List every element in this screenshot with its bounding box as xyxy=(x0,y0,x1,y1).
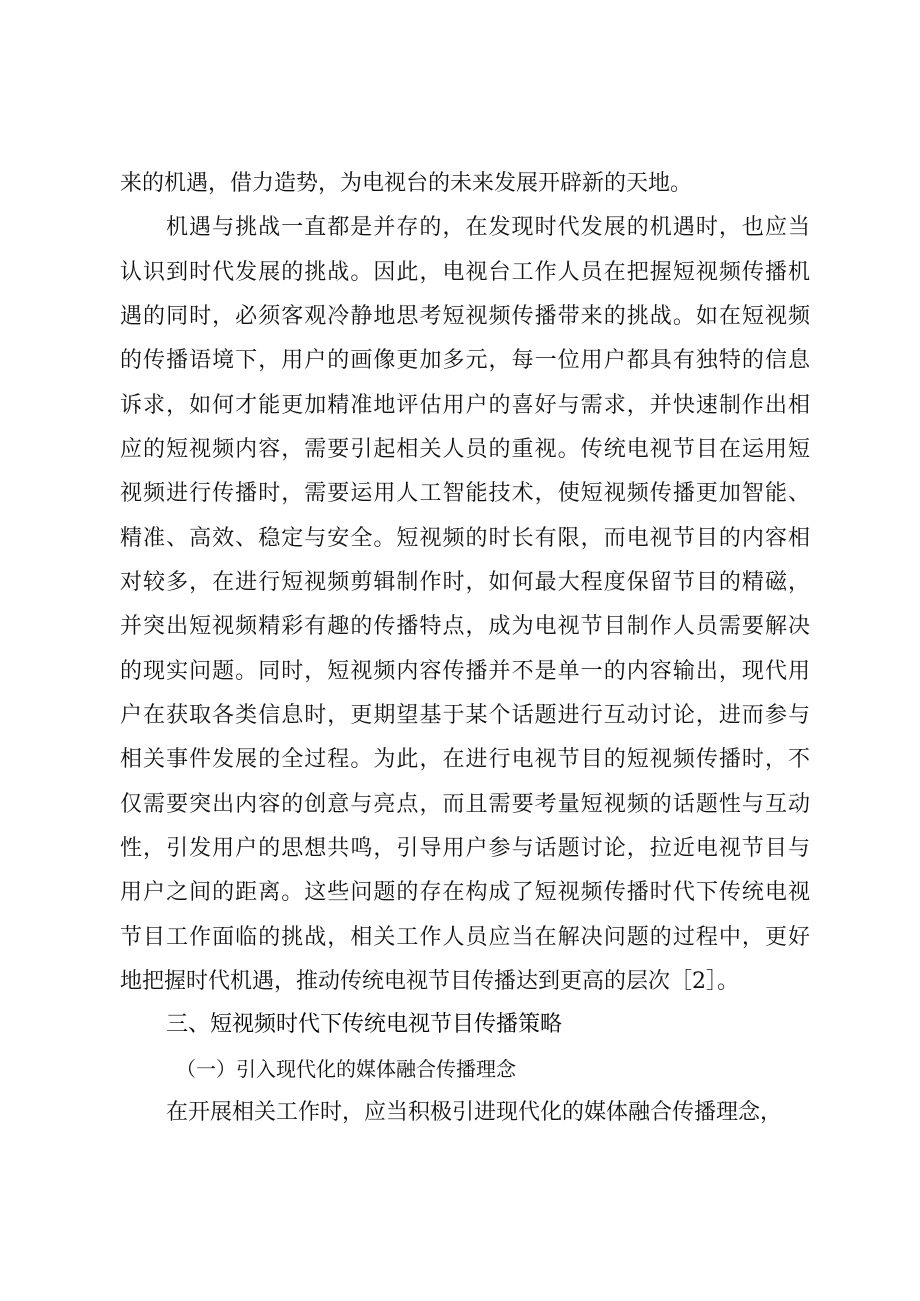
paragraph-line: 来的机遇，借力造势，为电视台的未来发展开辟新的天地。 xyxy=(120,171,693,196)
paragraph-line: 认识到时代发展的挑战。因此，电视台工作人员在把握短视频传播机 xyxy=(120,260,810,285)
paragraph-line: 仅需要突出内容的创意与亮点，而且需要考量短视频的话题性与互动 xyxy=(120,792,810,817)
paragraph-line: 性，引发用户的思想共鸣，引导用户参与话题讨论，拉近电视节目与 xyxy=(120,836,810,861)
paragraph-line: 户在获取各类信息时，更期望基于某个话题进行互动讨论，进而参与 xyxy=(120,703,810,728)
paragraph-line: 遇的同时，必须客观冷静地思考短视频传播带来的挑战。如在短视频 xyxy=(120,304,810,329)
paragraph-line: 节目工作面临的挑战，相关工作人员应当在解决问题的过程中，更好 xyxy=(120,925,810,950)
paragraph-line: 相关事件发展的全过程。为此，在进行电视节目的短视频传播时，不 xyxy=(120,747,810,772)
paragraph-line: 的现实问题。同时，短视频内容传播并不是单一的内容输出，现代用 xyxy=(120,659,810,684)
paragraph-line: 的传播语境下，用户的画像更加多元，每一位用户都具有独特的信息 xyxy=(120,348,810,373)
paragraph-line: 用户之间的距离。这些问题的存在构成了短视频传播时代下传统电视 xyxy=(120,880,810,905)
paragraph-line: 应的短视频内容，需要引起相关人员的重视。传统电视节目在运用短 xyxy=(120,437,810,462)
subsection-heading: （一）引入现代化的媒体融合传播理念 xyxy=(176,1057,516,1081)
paragraph-line: 在开展相关工作时，应当积极引进现代化的媒体融合传播理念， xyxy=(166,1100,783,1125)
paragraph-line: 视频进行传播时，需要运用人工智能技术，使短视频传播更加智能、 xyxy=(120,481,810,506)
section-heading: 三、短视频时代下传统电视节目传播策略 xyxy=(166,1012,563,1037)
paragraph-line: 机遇与挑战一直都是并存的，在发现时代发展的机遇时，也应当 xyxy=(166,215,810,240)
paragraph-line: 对较多，在进行短视频剪辑制作时，如何最大程度保留节目的精磁， xyxy=(120,570,810,595)
paragraph-line: 诉求，如何才能更加精准地评估用户的喜好与需求，并快速制作出相 xyxy=(120,393,810,418)
paragraph-line: 并突出短视频精彩有趣的传播特点，成为电视节目制作人员需要解决 xyxy=(120,614,810,639)
paragraph-line: 精准、高效、稳定与安全。短视频的时长有限，而电视节目的内容相 xyxy=(120,526,810,551)
paragraph-line: 地把握时代机遇，推动传统电视节目传播达到更高的层次［2］。 xyxy=(120,969,739,994)
